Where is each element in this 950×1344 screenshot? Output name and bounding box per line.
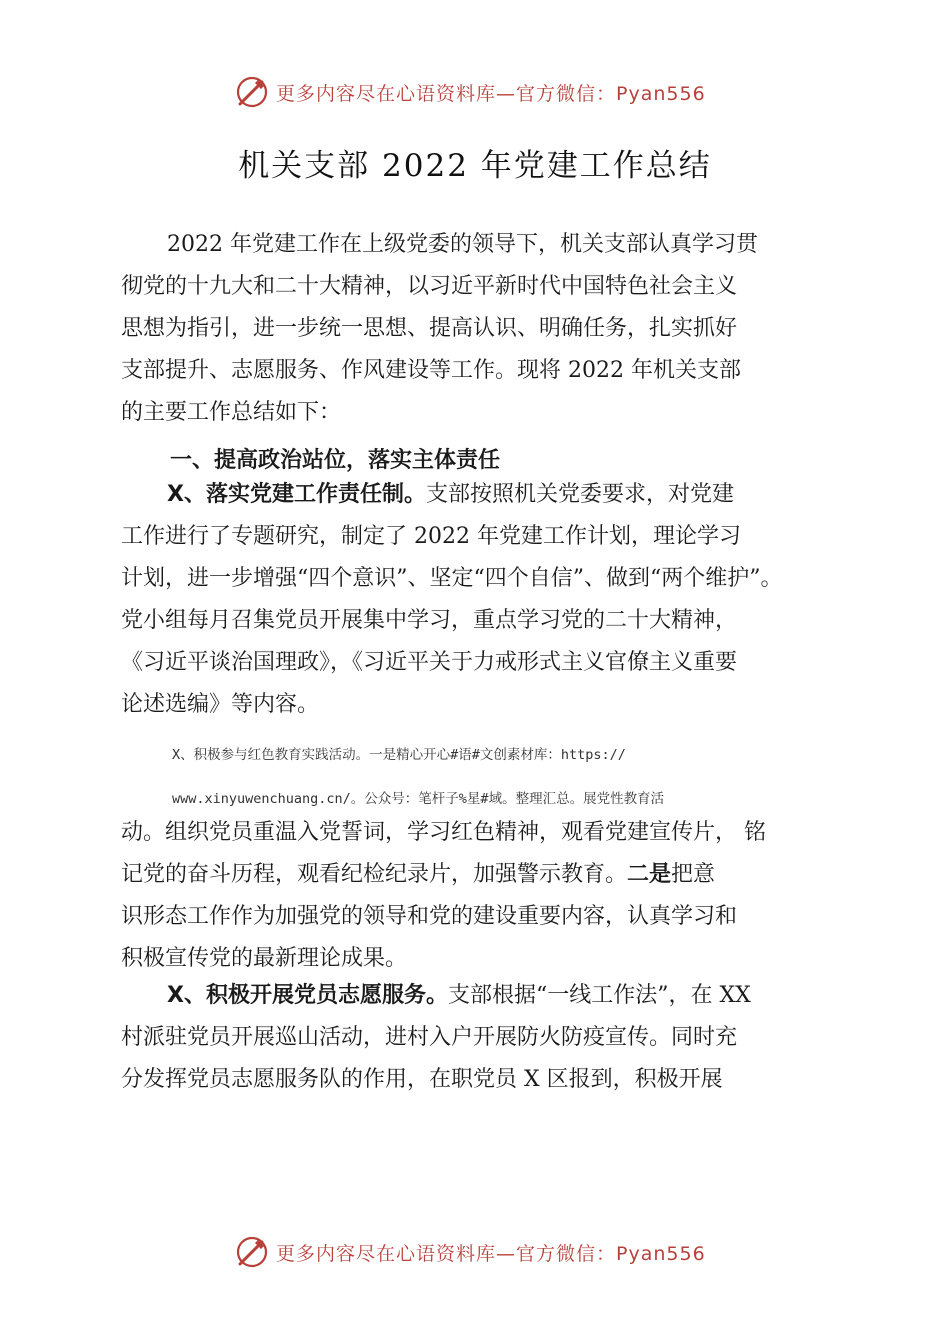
intro-line: 支部提升、志愿服务、作风建设等工作。现将 2022 年机关支部: [121, 358, 741, 383]
item2-paragraph: [121, 812, 836, 980]
item1-text: 支部按照机关党委要求，对党建: [425, 482, 734, 507]
item2-emphasis: 二是: [627, 862, 672, 887]
document-title: 机关支部 2022 年党建工作总结: [238, 148, 712, 184]
item1-line: 计划，进一步增强“四个意识”、坚定“四个自信”、做到“两个维护”。: [121, 566, 783, 591]
item2-line: 动。组织党员重温入党誓词，学习红色精神，观看党建宣传片， 铭: [121, 820, 766, 845]
item1-paragraph: [121, 474, 836, 726]
item1-line: 论述选编》等内容。: [121, 692, 320, 717]
item2-line: 积极宣传党的最新理论成果。: [121, 946, 408, 971]
pen-logo-icon: [234, 1234, 270, 1270]
pen-logo-icon: [234, 74, 270, 110]
item2-line: 识形态工作作为加强党的领导和党的建设重要内容，认真学习和: [121, 904, 738, 929]
section-heading: 一、提高政治站位，落实主体责任: [170, 448, 501, 473]
item3-text: 支部根据“一线工作法”，在 XX: [447, 983, 751, 1008]
intro-line: 思想为指引，进一步统一思想、提高认识、明确任务，扎实抓好: [121, 316, 738, 341]
intro-paragraph: [121, 224, 836, 434]
intro-line: 2022 年党建工作在上级党委的领导下，机关支部认真学习贯: [167, 232, 758, 257]
small-note-line: www.xinyuwenchuang.cn/。公众号：笔杆子%星#域。整理汇总。展党性教育活: [172, 791, 665, 807]
item1-line: 党小组每月召集党员开展集中学习，重点学习党的二十大精神，: [121, 608, 738, 633]
item1-line: 《习近平谈治国理政》，《习近平关于力戒形式主义官僚主义重要: [121, 650, 738, 675]
item3-line: 分发挥党员志愿服务队的作用，在职党员 X 区报到，积极开展: [121, 1067, 723, 1092]
item3-line: 村派驻党员开展巡山活动，进村入户开展防火防疫宣传。同时充: [121, 1025, 738, 1050]
item1-heading: X、落实党建工作责任制。: [167, 482, 426, 507]
intro-line: 的主要工作总结如下：: [121, 400, 342, 425]
item3-heading: X、积极开展党员志愿服务。: [167, 983, 448, 1008]
header-watermark-banner: [234, 74, 734, 110]
small-note-line: X、积极参与红色教育实践活动。一是精心开心#语#文创素材库：https://: [172, 747, 626, 763]
item3-paragraph: [121, 975, 836, 1101]
item2-line: 记党的奋斗历程，观看纪检纪录片，加强警示教育。: [121, 862, 628, 887]
footer-watermark-banner: [234, 1234, 734, 1270]
item2-line-tail: 把意: [671, 862, 716, 887]
intro-line: 彻党的十九大和二十大精神，以习近平新时代中国特色社会主义: [121, 274, 738, 299]
banner-text: 更多内容尽在心语资料库—官方微信：Pyan556: [276, 82, 706, 105]
banner-text: 更多内容尽在心语资料库—官方微信：Pyan556: [276, 1242, 706, 1265]
item1-line: 工作进行了专题研究，制定了 2022 年党建工作计划，理论学习: [121, 524, 741, 549]
